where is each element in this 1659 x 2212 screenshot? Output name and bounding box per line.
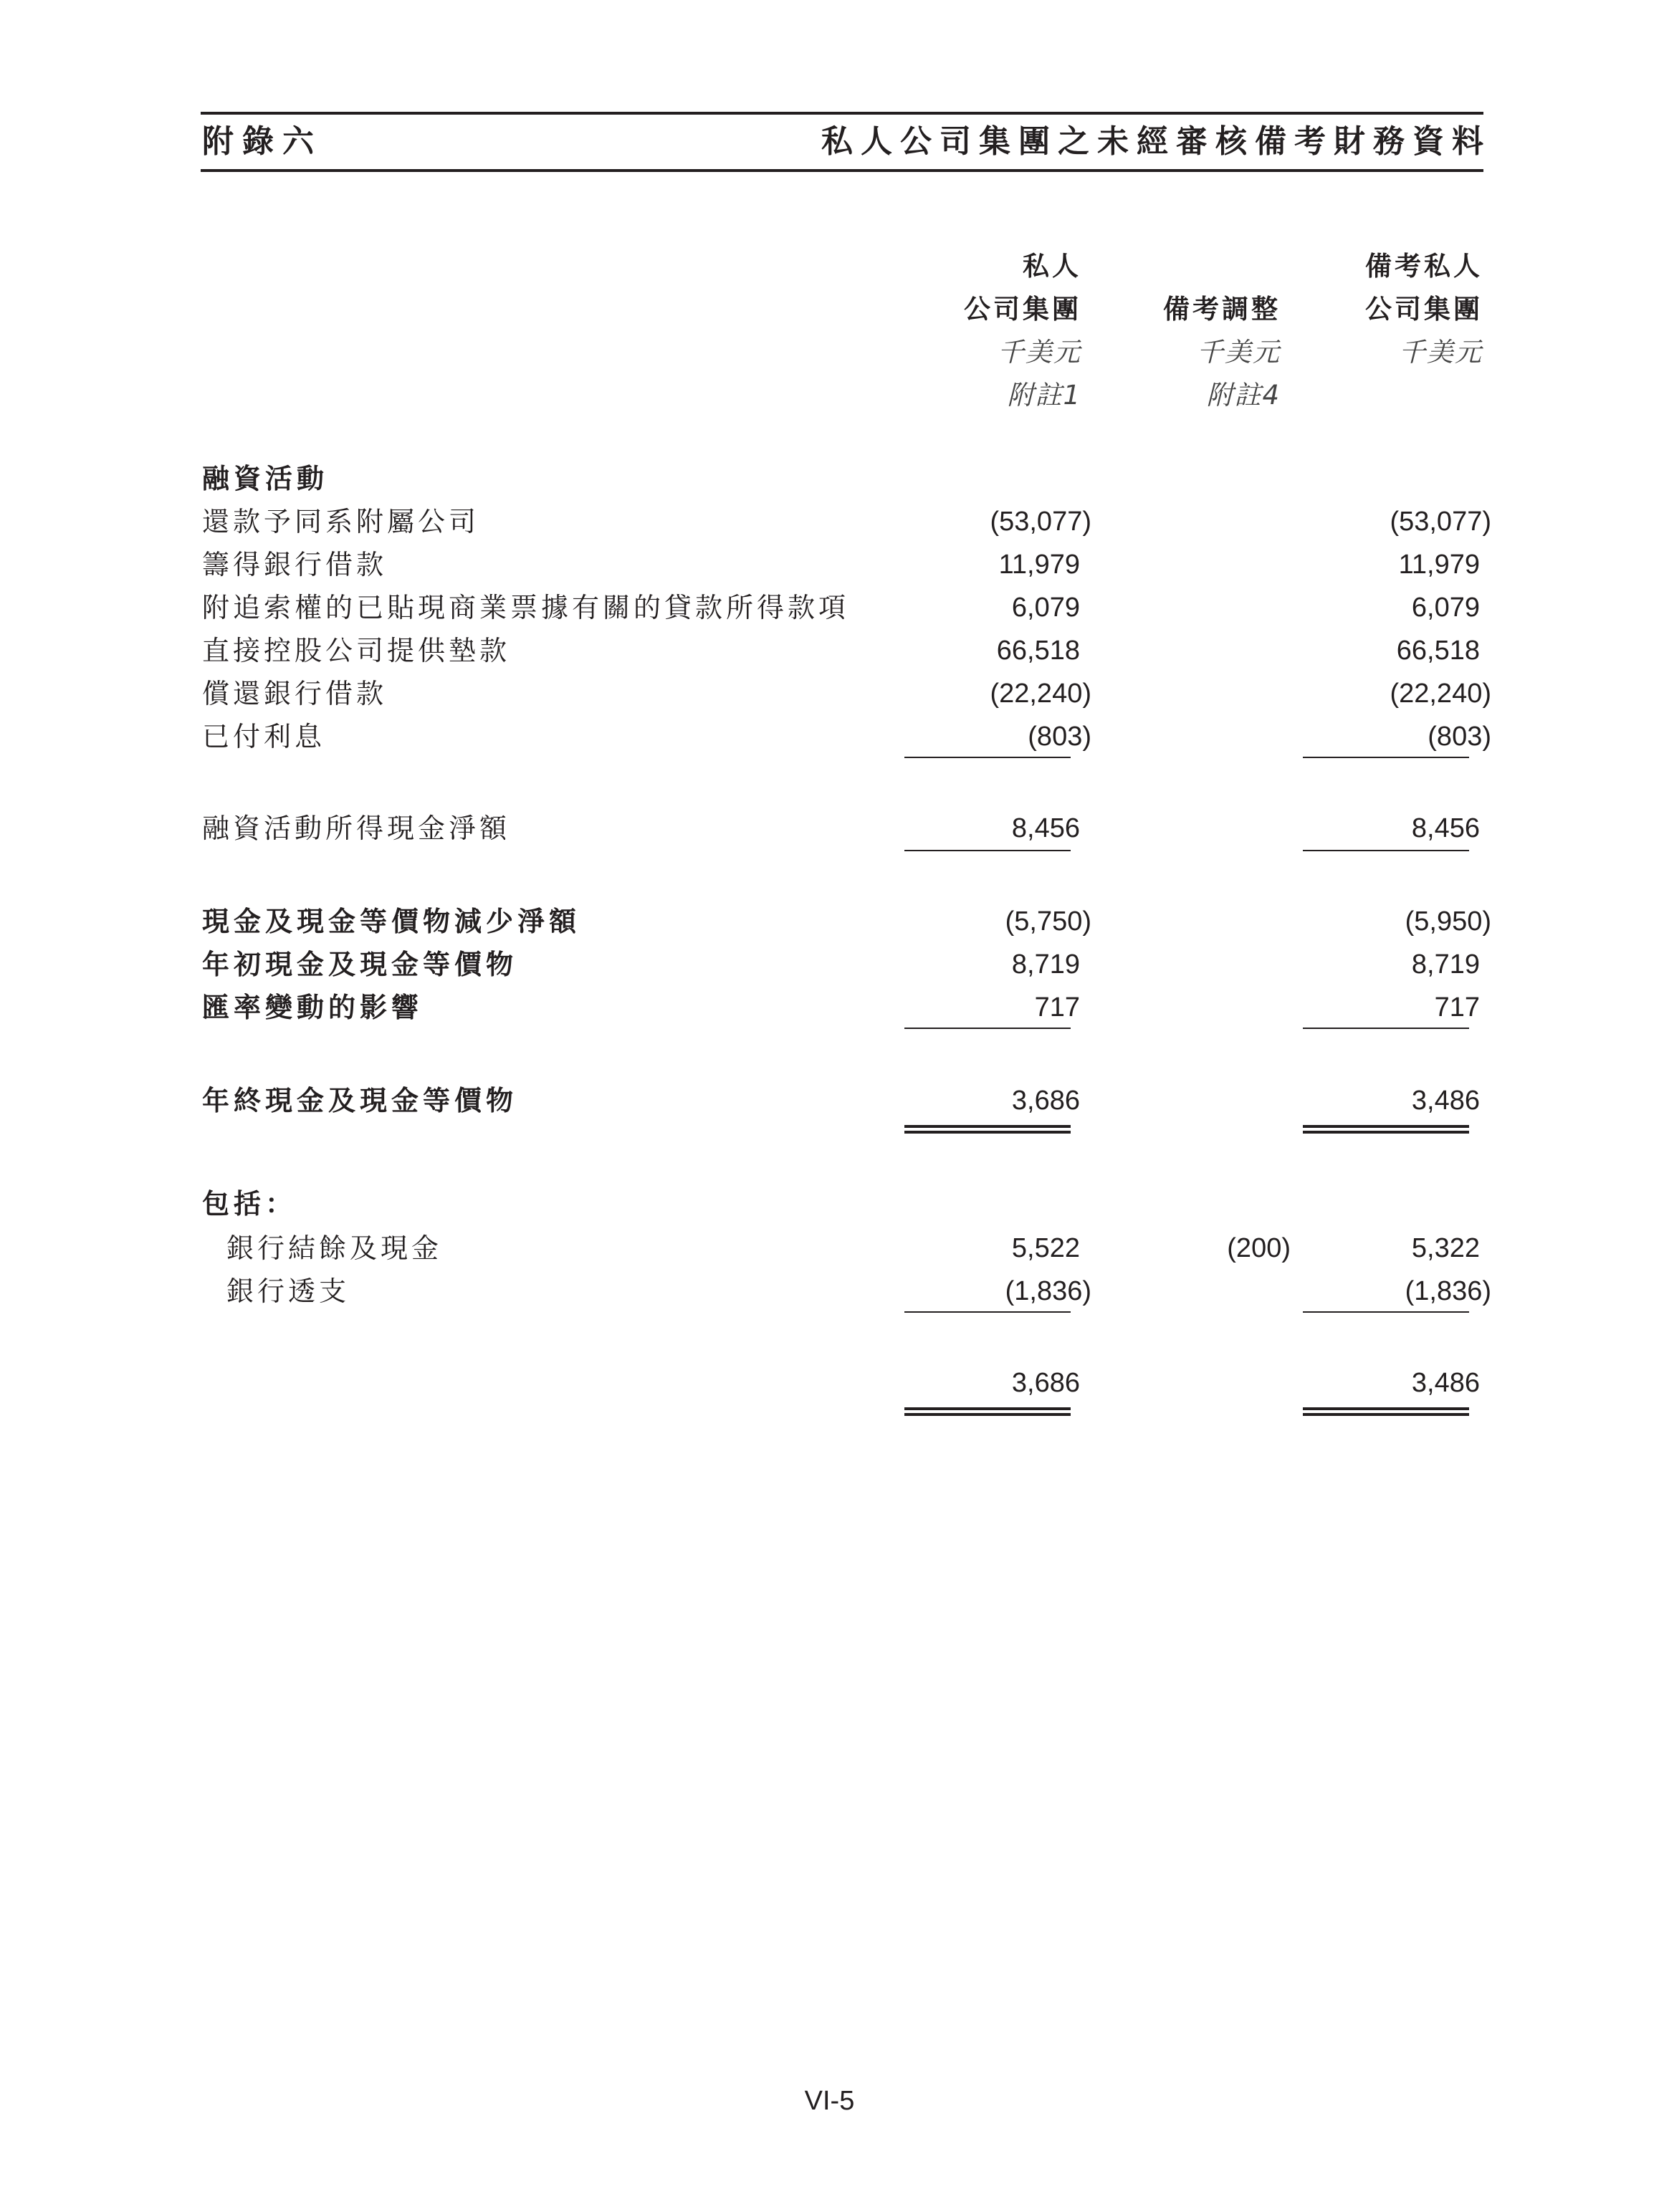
summary-value-col3: 717 xyxy=(1434,992,1480,1023)
row-label: 直接控股公司提供墊款 xyxy=(202,635,511,666)
section-title: 私人公司集團之未經審核備考財務資料 xyxy=(821,123,1491,160)
financing-section-title: 融資活動 xyxy=(202,463,329,494)
summary-value-col1: 717 xyxy=(1034,992,1080,1023)
subtotal-rule-col3 xyxy=(1303,757,1469,758)
double-rule-col1 xyxy=(904,1125,1071,1134)
net-financing-col3: 8,456 xyxy=(1411,813,1480,843)
including-row-label: 銀行透支 xyxy=(226,1275,350,1307)
col2-unit: 千美元 xyxy=(1197,337,1281,368)
col1-note: 附註1 xyxy=(1007,380,1081,411)
row-label: 籌得銀行借款 xyxy=(202,549,388,580)
header-top-rule xyxy=(201,112,1483,115)
row-value-col1: (53,077) xyxy=(990,507,1091,537)
including-row-label: 銀行結餘及現金 xyxy=(226,1232,443,1264)
year-end-label: 年終現金及現金等價物 xyxy=(202,1085,518,1116)
col1-heading-line2: 公司集團 xyxy=(964,294,1081,325)
summary-rule-col1 xyxy=(904,1028,1071,1029)
summary-value-col1: (5,750) xyxy=(1005,906,1091,937)
including-row-col1: (1,836) xyxy=(1005,1276,1091,1306)
including-row-col3: (1,836) xyxy=(1405,1276,1491,1306)
final-double-rule-col1 xyxy=(904,1407,1071,1416)
row-value-col3: 66,518 xyxy=(1396,636,1480,666)
summary-value-col3: (5,950) xyxy=(1405,906,1491,937)
including-rule-col1 xyxy=(904,1311,1071,1313)
row-value-col3: (803) xyxy=(1428,722,1491,752)
final-double-rule-col3 xyxy=(1303,1407,1469,1416)
col2-heading: 備考調整 xyxy=(1163,294,1281,325)
subtotal-rule-col1 xyxy=(904,757,1071,758)
row-value-col1: 11,979 xyxy=(998,550,1080,580)
summary-rule-col3 xyxy=(1303,1028,1469,1029)
including-rule-col3 xyxy=(1303,1311,1469,1313)
including-row-col1: 5,522 xyxy=(1011,1233,1080,1263)
year-end-col1: 3,686 xyxy=(1011,1086,1080,1116)
total-rule-col1 xyxy=(904,850,1071,851)
row-value-col1: (803) xyxy=(1028,722,1091,752)
col3-unit: 千美元 xyxy=(1399,337,1483,368)
total-rule-col3 xyxy=(1303,850,1469,851)
summary-value-col3: 8,719 xyxy=(1411,949,1480,980)
including-title: 包括： xyxy=(202,1188,297,1220)
row-label: 償還銀行借款 xyxy=(202,678,388,709)
row-value-col1: (22,240) xyxy=(990,679,1091,709)
summary-label: 匯率變動的影響 xyxy=(202,992,424,1023)
page-number: VI-5 xyxy=(804,2086,855,2116)
col1-unit: 千美元 xyxy=(998,337,1081,368)
row-value-col3: 11,979 xyxy=(1398,550,1480,580)
appendix-title: 附錄六 xyxy=(202,123,322,160)
including-total-col3: 3,486 xyxy=(1411,1368,1480,1398)
row-value-col1: 6,079 xyxy=(1011,593,1080,623)
row-value-col3: (22,240) xyxy=(1390,679,1491,709)
row-value-col3: (53,077) xyxy=(1390,507,1491,537)
row-label: 已付利息 xyxy=(202,721,326,752)
col1-heading-line1: 私人 xyxy=(1023,251,1081,282)
summary-label: 年初現金及現金等價物 xyxy=(202,949,518,980)
double-rule-col3 xyxy=(1303,1125,1469,1134)
col2-note: 附註4 xyxy=(1206,380,1281,411)
including-row-col3: 5,322 xyxy=(1411,1233,1480,1263)
including-row-col2: (200) xyxy=(1227,1233,1291,1263)
net-financing-col1: 8,456 xyxy=(1011,813,1080,843)
year-end-col3: 3,486 xyxy=(1411,1086,1480,1116)
row-value-col1: 66,518 xyxy=(996,636,1080,666)
header-bottom-rule xyxy=(201,169,1483,172)
row-value-col3: 6,079 xyxy=(1411,593,1480,623)
net-financing-label: 融資活動所得現金淨額 xyxy=(202,813,511,844)
summary-label: 現金及現金等價物減少淨額 xyxy=(202,906,581,937)
row-label: 還款予同系附屬公司 xyxy=(202,506,480,537)
summary-value-col1: 8,719 xyxy=(1011,949,1080,980)
row-label: 附追索權的已貼現商業票據有關的貸款所得款項 xyxy=(202,592,850,623)
including-total-col1: 3,686 xyxy=(1011,1368,1080,1398)
col3-heading-line1: 備考私人 xyxy=(1365,251,1483,282)
col3-heading-line2: 公司集團 xyxy=(1365,294,1483,325)
